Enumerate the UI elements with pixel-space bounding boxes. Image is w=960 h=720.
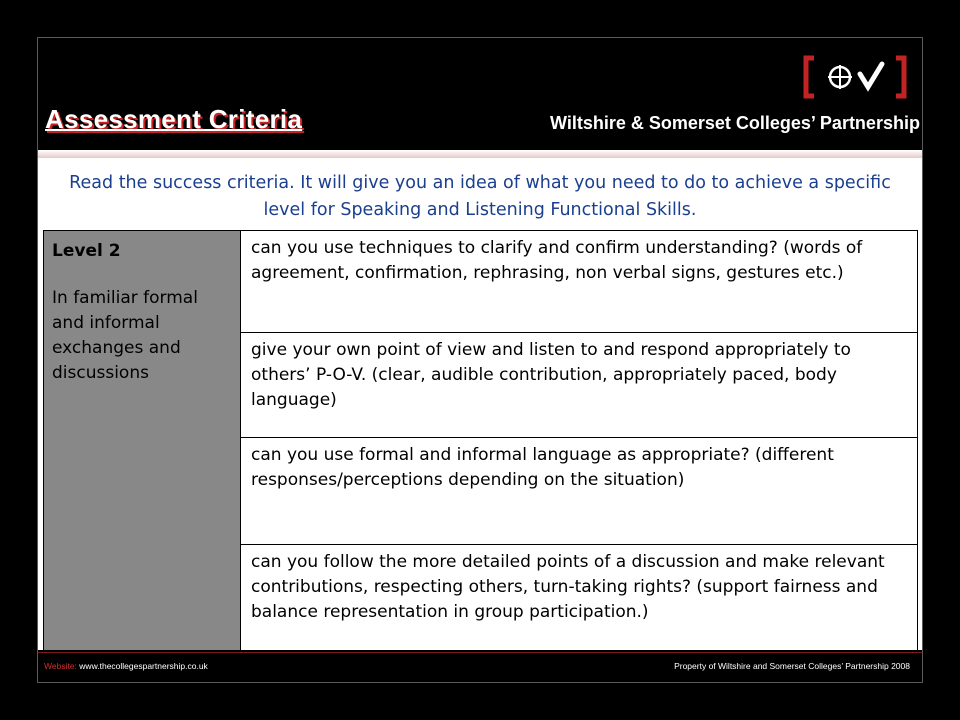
website-label: Website: [44,661,77,671]
criteria-table [43,230,918,655]
level-context: In familiar formal and informal exchanges and discussions [52,288,198,383]
footer-property: Property of Wiltshire and Somerset Colleges’ Partnership 2008 [674,661,910,671]
page-title: Assessment Criteria [45,104,303,134]
header-divider [38,150,922,158]
partnership-logo-icon [800,52,910,102]
intro-text: Read the success criteria. It will give you an idea of what you need to do to achieve a specific level for Speaking and Listening Functional Skills. [69,173,891,220]
level-label: Level 2 [52,241,121,261]
level-cell [44,231,241,655]
website-link[interactable]: www.thecollegespartnership.co.uk [79,661,208,671]
criterion-cell: give your own point of view and listen to and respond appropriately to others’ P-O-V. (clear, audible contribution, appropriately paced, body language) [241,333,918,438]
table-row [44,231,918,333]
footer-website [44,661,208,671]
criterion-cell: can you follow the more detailed points of a discussion and make relevant contributions, respecting others, turn-taking rights? (support fairness and balance representation in group participation.) [241,545,918,655]
criterion-cell: can you use techniques to clarify and confirm understanding? (words of agreement, confirmation, rephrasing, non verbal signs, gestures etc.) [241,231,918,333]
footer-divider [38,652,922,653]
partnership-name: Wiltshire & Somerset Colleges’ Partnership [550,113,920,133]
criterion-cell: can you use formal and informal language as appropriate? (different responses/perceptions depending on the situation) [241,438,918,545]
